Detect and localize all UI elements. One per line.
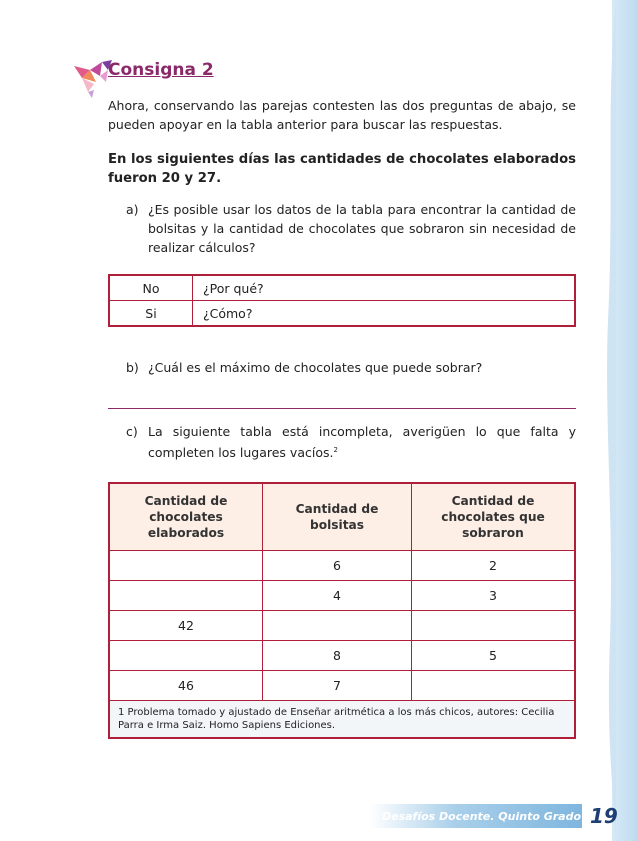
table-cell: 7 bbox=[263, 671, 412, 701]
question-c-label: c) bbox=[126, 424, 138, 439]
table-cell[interactable] bbox=[263, 611, 412, 641]
question-b-text: ¿Cuál es el máximo de chocolates que puede sobrar? bbox=[148, 360, 483, 375]
consigna-title: Consigna 2 bbox=[108, 60, 214, 80]
page-number: 19 bbox=[590, 804, 618, 828]
table-row bbox=[109, 551, 575, 581]
answer-cell: Si bbox=[109, 301, 193, 327]
table-row bbox=[109, 611, 575, 641]
question-c-text bbox=[148, 422, 576, 462]
table-cell[interactable] bbox=[109, 551, 263, 581]
table-footnote-row bbox=[109, 701, 575, 739]
table-cell: 8 bbox=[263, 641, 412, 671]
statement-paragraph: En los siguientes días las cantidades de chocolates elaborados fueron 20 y 27. bbox=[108, 152, 576, 186]
table-cell: 46 bbox=[109, 671, 263, 701]
header-chocolates-elaborados: Cantidad de chocolates elaborados bbox=[109, 483, 263, 551]
header-bolsitas: Cantidad de bolsitas bbox=[263, 483, 412, 551]
table-footnote: 1 Problema tomado y ajustado de Enseñar aritmética a los más chicos, autores: Cecilia Parra e Irma Saiz. Homo Sapiens Ediciones. bbox=[109, 701, 575, 739]
prompt-cell[interactable]: ¿Cómo? bbox=[193, 301, 576, 327]
table-row bbox=[109, 301, 575, 327]
question-c-body: La siguiente tabla está incompleta, averigüen lo que falta y completen los lugares vacíos. bbox=[148, 424, 576, 461]
footnote-ref: 2 bbox=[333, 446, 338, 454]
question-b-label: b) bbox=[126, 360, 139, 375]
table-cell: 3 bbox=[412, 581, 576, 611]
table-cell: 42 bbox=[109, 611, 263, 641]
question-a-label: a) bbox=[126, 202, 139, 217]
table-cell: 4 bbox=[263, 581, 412, 611]
yes-no-table bbox=[108, 274, 576, 327]
answer-line[interactable] bbox=[108, 408, 576, 409]
table-cell: 5 bbox=[412, 641, 576, 671]
table-cell[interactable] bbox=[109, 581, 263, 611]
question-c bbox=[126, 422, 576, 462]
chocolates-table bbox=[108, 482, 576, 739]
footer-text: Desafíos Docente. Quinto Grado bbox=[382, 810, 582, 823]
question-a bbox=[126, 200, 576, 257]
question-a-text: ¿Es posible usar los datos de la tabla para encontrar la cantidad de bolsitas y la cantidad de chocolates que sobraron sin necesidad de realizar cálculos? bbox=[148, 202, 576, 255]
table-row bbox=[109, 275, 575, 301]
table-cell[interactable] bbox=[412, 611, 576, 641]
table-cell: 2 bbox=[412, 551, 576, 581]
table-cell: 6 bbox=[263, 551, 412, 581]
table-header-row bbox=[109, 483, 575, 551]
table-cell[interactable] bbox=[412, 671, 576, 701]
prompt-cell[interactable]: ¿Por qué? bbox=[203, 280, 264, 296]
table-row bbox=[109, 671, 575, 701]
answer-cell: No bbox=[109, 275, 193, 301]
question-b bbox=[126, 358, 576, 377]
edge-wave-decoration bbox=[604, 0, 616, 841]
table-cell[interactable] bbox=[109, 641, 263, 671]
intro-paragraph: Ahora, conservando las parejas contesten las dos preguntas de abajo, se pueden apoyar en la tabla anterior para buscar las respuestas. bbox=[108, 98, 576, 132]
table-row bbox=[109, 641, 575, 671]
header-chocolates-sobraron: Cantidad de chocolates que sobraron bbox=[412, 483, 576, 551]
table-row bbox=[109, 581, 575, 611]
